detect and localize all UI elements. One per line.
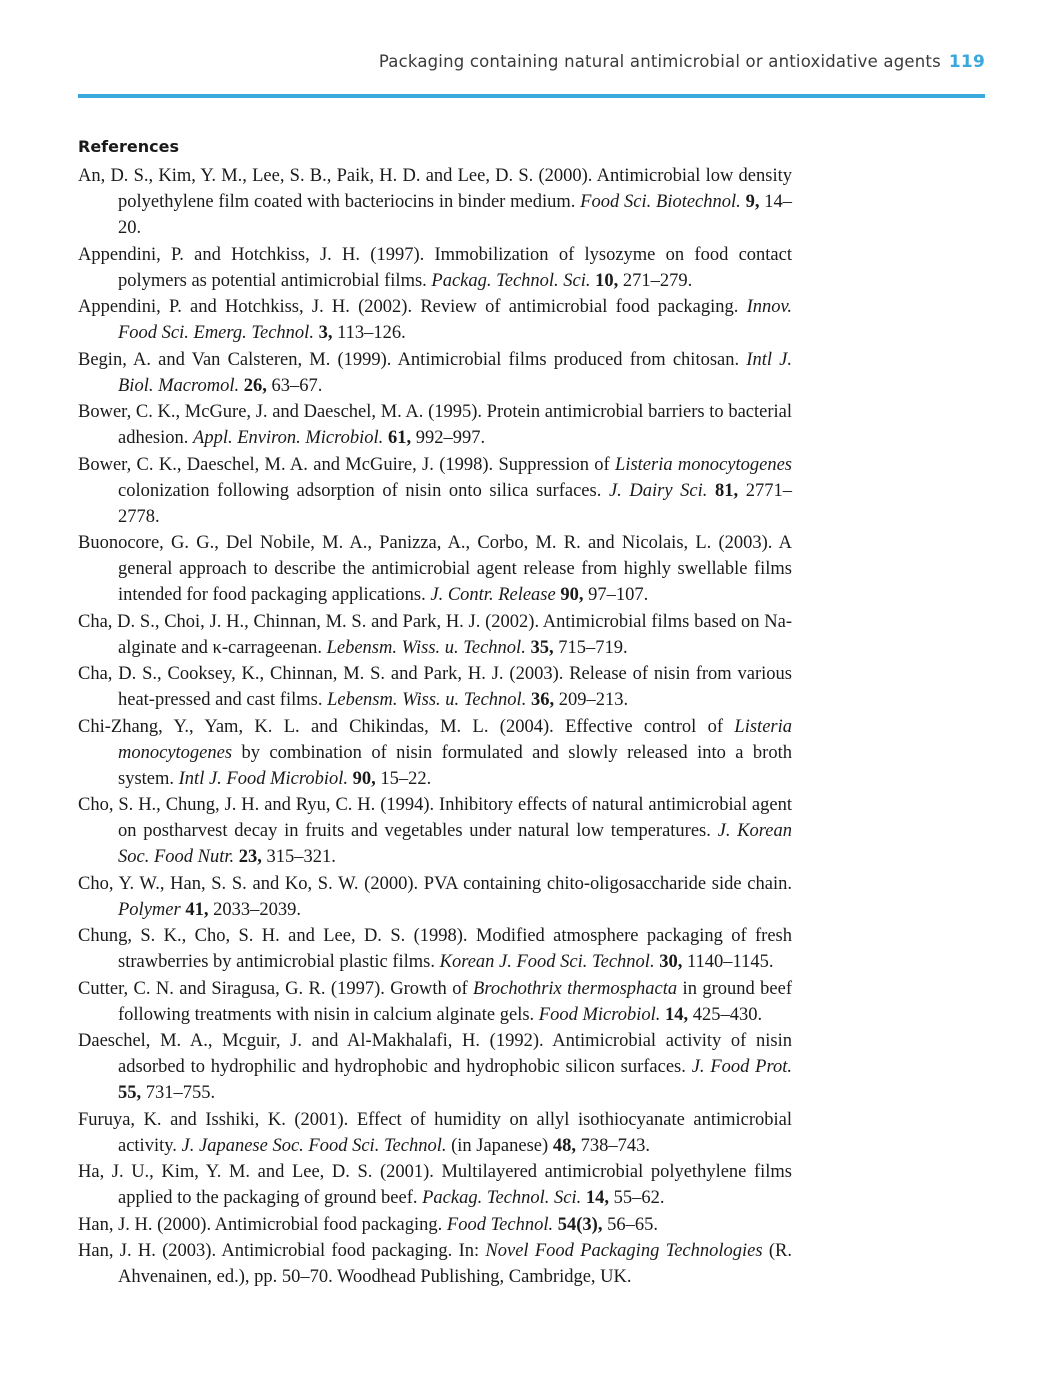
bold-text: 9, <box>745 192 760 212</box>
running-title: Packaging containing natural antimicrobial or antioxidative agents <box>378 52 941 71</box>
reference-item <box>78 923 792 975</box>
bold-text: 90, <box>560 585 584 605</box>
reference-text: Cutter, C. N. and Siragusa, G. R. (1997). Growth of <box>78 978 474 999</box>
reference-text: 425–430. <box>688 1004 763 1025</box>
italic-text: Packag. Technol. Sci. <box>431 270 591 291</box>
italic-text: Listeria monocytogenes <box>615 454 792 475</box>
italic-text: Food Technol. <box>446 1214 554 1235</box>
bold-text: 41, <box>185 899 209 920</box>
bold-text: 36, <box>530 690 555 710</box>
reference-text: Cho, S. H., Chung, J. H. and Ryu, C. H. (1994). Inhibitory effects of natural antimicrobial agent on postharvest decay in fruits and vegetables under natural low temperatures. <box>78 795 792 841</box>
bold-text: 14, <box>585 1188 609 1208</box>
bold-text: 81, <box>715 480 739 501</box>
bold-text: 3, <box>318 323 333 343</box>
reference-list <box>78 163 792 1291</box>
reference-text: Furuya, K. and Isshiki, K. (2001). Effect of humidity on allyl isothiocyanate antimicrobial activity. <box>78 1109 792 1156</box>
italic-text: Lebensm. Wiss. u. Technol. <box>327 690 527 710</box>
reference-item <box>78 399 792 451</box>
italic-text: Food Microbiol. <box>538 1004 661 1025</box>
reference-text: Bower, C. K., Daeschel, M. A. and McGuire, J. (1998). Suppression of <box>78 454 616 475</box>
italic-text: J. Food Prot. <box>691 1057 793 1077</box>
reference-text: 992–997. <box>411 428 486 448</box>
italic-text: Packag. Technol. Sci. <box>422 1188 582 1208</box>
italic-text: J. Dairy Sci. <box>608 480 708 501</box>
reference-item <box>78 976 792 1028</box>
reference-text: 1140–1145. <box>682 952 774 972</box>
section-heading: References <box>78 137 179 156</box>
reference-text: 113–126. <box>332 323 406 343</box>
reference-item <box>78 347 792 399</box>
reference-text: 55–62. <box>608 1188 665 1208</box>
reference-text: colonization following adsorption of nisin onto silica surfaces. <box>118 480 609 501</box>
italic-text: Food Sci. Biotechnol. <box>580 192 741 212</box>
reference-text: 15–22. <box>375 768 432 789</box>
reference-text: An, D. S., Kim, Y. M., Lee, S. B., Paik, H. D. and Lee, D. S. (2000). Antimicrobial low density polyethylene film coated with bacteriocins in binder medium. <box>78 166 792 212</box>
reference-text: 209–213. <box>554 690 629 710</box>
header-rule <box>78 94 985 98</box>
reference-text: 2033–2039. <box>208 899 301 920</box>
reference-text: Chung, S. K., Cho, S. H. and Lee, D. S. (1998). Modified atmosphere packaging of fresh strawberries by antimicrobial plastic films. <box>78 926 792 972</box>
reference-text: Begin, A. and Van Calsteren, M. (1999). Antimicrobial films produced from chitosan. <box>78 349 747 370</box>
reference-text: 97–107. <box>583 585 649 605</box>
reference-text: Cho, Y. W., Han, S. S. and Ko, S. W. (2000). PVA containing chito-oligosaccharide side chain. <box>78 873 792 894</box>
bold-text: 90, <box>352 768 376 789</box>
reference-text: (in Japanese) <box>446 1135 553 1156</box>
italic-text: Korean J. Food Sci. Technol. <box>439 952 655 972</box>
italic-text: J. Japanese Soc. Food Sci. Technol. <box>181 1135 447 1156</box>
italic-text: Intl J. Biol. Macromol. <box>118 349 792 396</box>
italic-text: Lebensm. Wiss. u. Technol. <box>326 637 526 658</box>
reference-item <box>78 1159 792 1211</box>
reference-text: 315–321. <box>261 847 336 867</box>
reference-text: Buonocore, G. G., Del Nobile, M. A., Panizza, A., Corbo, M. R. and Nicolais, L. (2003). A general approach to describe the antimicrobial agent release from highly swellable films intended for food packaging applications. <box>78 533 792 605</box>
running-header <box>78 52 985 72</box>
bold-text: 14, <box>665 1004 689 1025</box>
page-number: 119 <box>948 52 985 72</box>
reference-text: 2771–2778. <box>118 480 793 527</box>
reference-text: Chi-Zhang, Y., Yam, K. L. and Chikindas, M. L. (2004). Effective control of <box>78 716 735 737</box>
reference-item <box>78 792 792 870</box>
reference-item <box>78 294 792 346</box>
reference-item <box>78 714 792 792</box>
italic-text: Appl. Environ. Microbiol. <box>193 428 384 448</box>
bold-text: 26, <box>243 375 267 396</box>
bold-text: 10, <box>595 270 619 291</box>
reference-text: 715–719. <box>553 637 628 658</box>
reference-item <box>78 242 792 294</box>
reference-text: 63–67. <box>266 375 323 396</box>
reference-text: 271–279. <box>618 270 693 291</box>
reference-text: Han, J. H. (2000). Antimicrobial food packaging. <box>78 1214 447 1235</box>
italic-text: Innov. Food Sci. Emerg. Technol. <box>118 297 792 343</box>
reference-item <box>78 871 792 923</box>
italic-text: Brochothrix thermosphacta <box>473 978 678 999</box>
bold-text: 35, <box>530 637 554 658</box>
reference-item <box>78 163 792 241</box>
italic-text: Listeria monocytogenes <box>118 716 792 763</box>
italic-text: Polymer <box>118 899 181 920</box>
reference-item <box>78 1107 792 1159</box>
reference-text: by combination of nisin formulated and slowly released into a broth system. <box>118 742 792 789</box>
reference-text: Appendini, P. and Hotchkiss, J. H. (1997). Immobilization of lysozyme on food contact polymers as potential antimicrobial films. <box>78 244 792 291</box>
reference-text: Daeschel, M. A., Mcguir, J. and Al-Makhalafi, H. (1992). Antimicrobial activity of nisin adsorbed to hydrophilic and hydrophobic and hydrophobic silicon surfaces. <box>78 1031 792 1077</box>
reference-item <box>78 530 792 608</box>
reference-text: 738–743. <box>575 1135 650 1156</box>
italic-text: Intl J. Food Microbiol. <box>178 768 349 789</box>
italic-text: Novel Food Packaging Technologies <box>485 1241 763 1261</box>
reference-text: 56–65. <box>602 1214 658 1235</box>
reference-item <box>78 1238 792 1290</box>
reference-text: Cha, D. S., Choi, J. H., Chinnan, M. S. and Park, H. J. (2002). Antimicrobial films based on Na-alginate and κ-carrageenan. <box>78 611 792 658</box>
reference-text: (R. Ahvenainen, ed.), pp. 50–70. Woodhead Publishing, Cambridge, UK. <box>118 1241 792 1287</box>
bold-text: 55, <box>118 1083 142 1103</box>
reference-text: Bower, C. K., McGure, J. and Daeschel, M. A. (1995). Protein antimicrobial barriers to bacterial adhesion. <box>78 402 792 448</box>
reference-item <box>78 1212 792 1238</box>
bold-text: 23, <box>238 847 262 867</box>
italic-text: J. Korean Soc. Food Nutr. <box>118 821 792 867</box>
reference-text: 731–755. <box>141 1083 216 1103</box>
reference-item <box>78 1028 792 1106</box>
bold-text: 54(3), <box>557 1214 603 1235</box>
reference-text: Appendini, P. and Hotchkiss, J. H. (2002). Review of antimicrobial food packaging. <box>78 297 747 317</box>
bold-text: 48, <box>552 1135 576 1156</box>
bold-text: 61, <box>387 428 412 448</box>
bold-text: 30, <box>659 952 683 972</box>
reference-text: Han, J. H. (2003). Antimicrobial food packaging. In: <box>78 1241 486 1261</box>
reference-text: in ground beef following treatments with nisin in calcium alginate gels. <box>118 978 792 1025</box>
reference-item <box>78 452 792 530</box>
reference-item <box>78 609 792 661</box>
reference-text: 14–20. <box>118 192 792 238</box>
reference-text <box>707 481 715 501</box>
reference-text: Ha, J. U., Kim, Y. M. and Lee, D. S. (2001). Multilayered antimicrobial polyethylene films applied to the packaging of ground beef. <box>78 1162 792 1208</box>
italic-text: J. Contr. Release <box>430 585 556 605</box>
reference-text: Cha, D. S., Cooksey, K., Chinnan, M. S. and Park, H. J. (2003). Release of nisin from various heat-pressed and cast films. <box>78 664 792 710</box>
reference-item <box>78 661 792 713</box>
